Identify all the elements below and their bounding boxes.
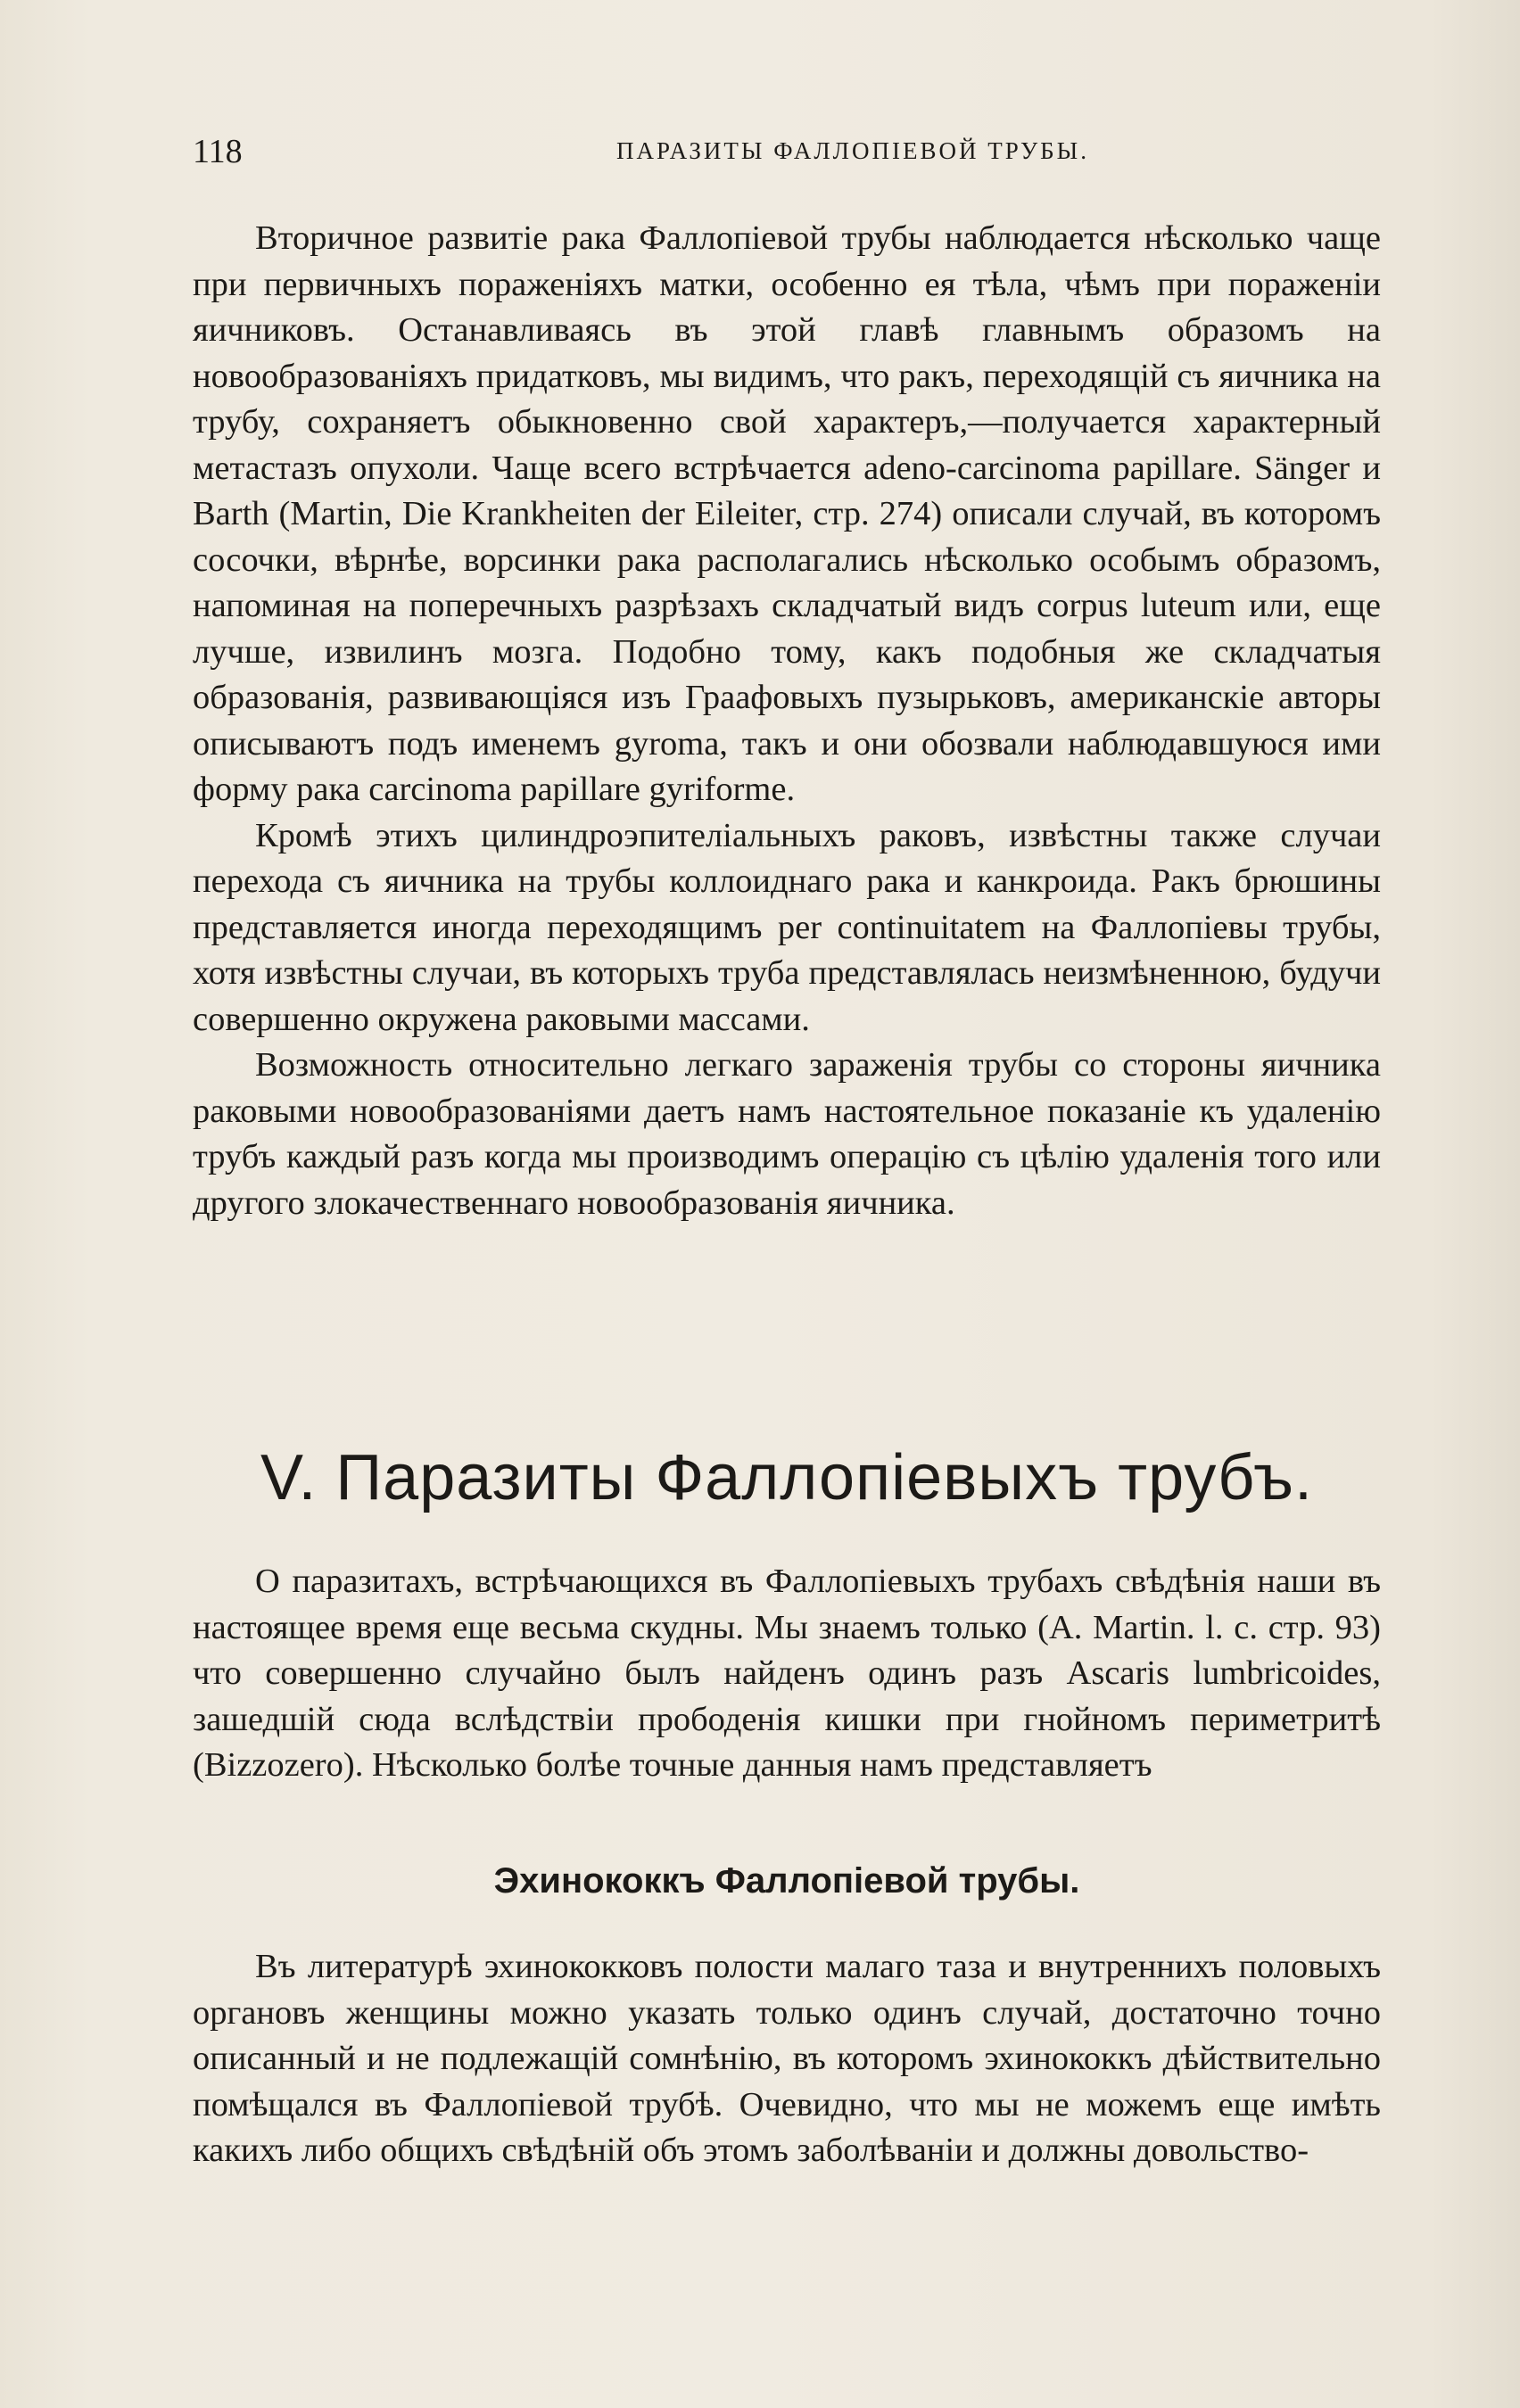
section-heading: V. Паразиты Фаллопіевыхъ трубъ. bbox=[260, 1442, 1313, 1513]
page-number: 118 bbox=[193, 133, 243, 170]
paragraph: Вторичное развитіе рака Фаллопіевой трубы наблюдается нѣсколько чаще при первичныхъ пораженіяхъ матки, особенно ея тѣла, чѣмъ при пораженіи яичниковъ. Останавливаясь въ этой главѣ главнымъ образомъ на новообразованіяхъ придатковъ, мы видимъ, что ракъ, переходящій съ яичника на трубу, сохраняетъ обыкновенно свой характеръ,—получается характерный метастазъ опухоли. Чаще всего встрѣчается adeno-carcinoma papillare. Sänger и Barth (Martin, Die Krankheiten der Eileiter, стр. 274) описали случай, въ которомъ сосочки, вѣрнѣе, ворсинки рака располагались нѣсколько особымъ образомъ, напоминая на поперечныхъ разрѣзахъ складчатый видъ corpus luteum или, еще лучше, извилинъ мозга. Подобно тому, какъ подобныя же складчатыя образованія, развивающіяся изъ Граафовыхъ пузырьковъ, американскіе авторы описываютъ подъ именемъ gyroma, такъ и они обозвали наблюдавшуюся ими форму рака carcinoma papillare gyriforme. bbox=[193, 219, 1381, 808]
text-block-top bbox=[193, 216, 1381, 1226]
paragraph: О паразитахъ, встрѣчающихся въ Фаллопіевыхъ трубахъ свѣдѣнія наши въ настоящее время еще весьма скудны. Мы знаемъ только (A. Martin. l. c. стр. 93) что совершенно случайно былъ найденъ одинъ разъ Ascaris lumbricoides, зашедшій сюда вслѣдствіи прободенія кишки при гнойномъ периметритѣ (Bizzozero). Нѣсколько болѣе точные данныя намъ представляетъ bbox=[193, 1563, 1381, 1784]
paragraph: Въ литературѣ эхинококковъ полости малаго таза и внутреннихъ половыхъ органовъ женщины можно указать только одинъ случай, достаточно точно описанный и не подлежащій сомнѣнію, въ которомъ эхинококкъ дѣйствительно помѣщался въ Фаллопіевой трубѣ. Очевидно, что мы не можемъ еще имѣть какихъ либо общихъ свѣдѣній объ этомъ заболѣваніи и должны довольство- bbox=[193, 1948, 1381, 2169]
running-title: ПАРАЗИТЫ ФАЛЛОПІЕВОЙ ТРУБЫ. bbox=[616, 137, 1089, 164]
sub-heading: Эхинококкъ Фаллопіевой трубы. bbox=[493, 1861, 1080, 1901]
paragraph: Возможность относительно легкаго зараженія трубы со стороны яичника раковыми новообразованіями даетъ намъ настоятельное показаніе къ удаленію трубъ каждый разъ когда мы производимъ операцію съ цѣлію удаленія того или другого злокачественнаго новообразованія яичника. bbox=[193, 1046, 1381, 1222]
text-block-section bbox=[193, 1559, 1381, 1789]
page-header bbox=[193, 132, 1379, 177]
text-block-last bbox=[193, 1944, 1381, 2174]
paragraph: Кромѣ этихъ цилиндроэпителіальныхъ раковъ, извѣстны также случаи перехода съ яичника на трубы коллоиднаго рака и канкроида. Ракъ брюшины представляется иногда переходящимъ per continuitatem на Фаллопіевы трубы, хотя извѣстны случаи, въ которыхъ труба представлялась неизмѣненною, будучи совершенно окружена раковыми массами. bbox=[193, 816, 1381, 1038]
